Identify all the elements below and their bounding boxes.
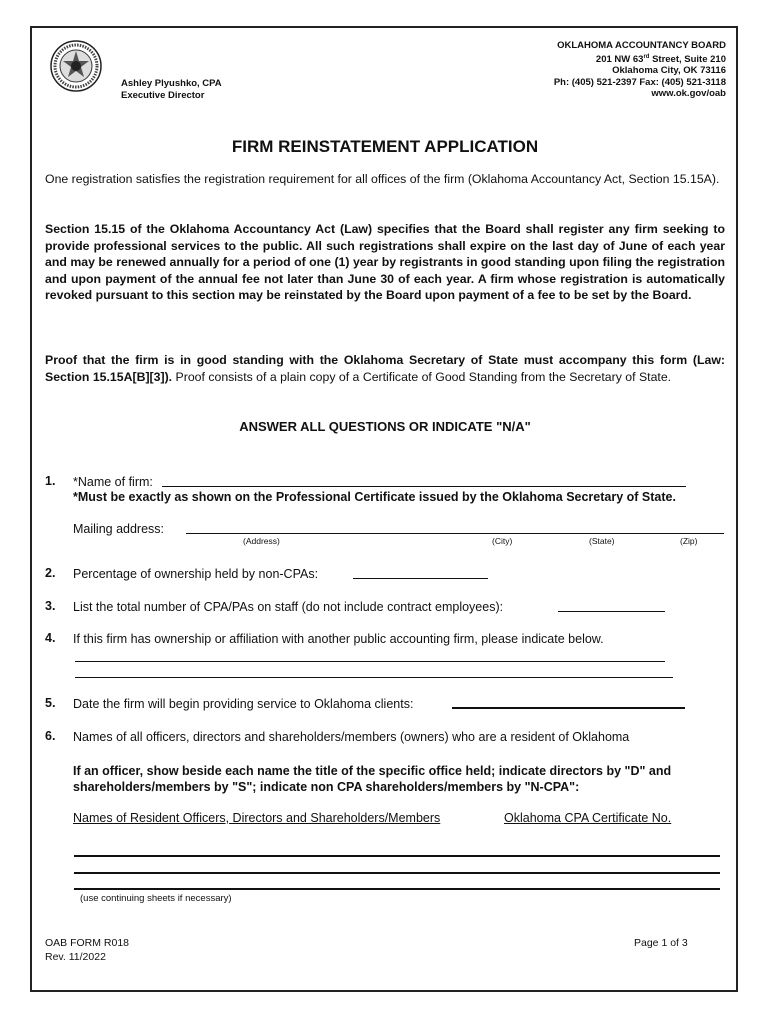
- q3-number: 3.: [45, 599, 56, 613]
- resident-entry-line-3[interactable]: [74, 888, 720, 890]
- board-phone-fax: Ph: (405) 521-2397 Fax: (405) 521-3118: [553, 76, 726, 88]
- q6-number: 6.: [45, 729, 56, 743]
- answer-heading: ANSWER ALL QUESTIONS OR INDICATE "N/A": [239, 419, 531, 434]
- q1-number: 1.: [45, 474, 56, 488]
- page-number: Page 1 of 3: [634, 937, 688, 949]
- board-city: Oklahoma City, OK 73116: [612, 65, 726, 77]
- q4-number: 4.: [45, 631, 56, 645]
- director-name: Ashley Plyushko, CPA: [121, 78, 222, 89]
- board-name: OKLAHOMA ACCOUNTANCY BOARD: [557, 40, 726, 51]
- q6-label: Names of all officers, directors and shareholders/members (owners) who are a resident of Oklahoma: [73, 730, 630, 744]
- q5-label: Date the firm will begin providing service to Oklahoma clients:: [73, 697, 414, 711]
- affiliation-field-line-1[interactable]: [75, 661, 665, 662]
- form-revision: Rev. 11/2022: [45, 951, 106, 963]
- zip-caption: (Zip): [680, 536, 698, 546]
- column-names-header: Names of Resident Officers, Directors and Shareholders/Members: [73, 811, 441, 825]
- start-date-field[interactable]: [452, 707, 685, 709]
- cpa-count-field[interactable]: [558, 611, 665, 612]
- page-title: FIRM REINSTATEMENT APPLICATION: [231, 137, 539, 156]
- mailing-address-field[interactable]: [186, 533, 724, 534]
- city-caption: (City): [492, 536, 513, 546]
- form-id: OAB FORM R018: [45, 937, 130, 949]
- law-paragraph: Section 15.15 of the Oklahoma Accountancy Act (Law) specifies that the Board shall register any firm seeking to provide professional services to the public. All such registrations shall expire on the last day of June of each year and may be renewed annually for a period of one (1) year by registrants in good standing upon filing the registration and upon payment of the annual fee not later than June 30 of each year. A firm whose registration is automatically revoked pursuant to this section may be reinstated by the Board upon payment of a fee to be set by the Board.: [45, 222, 725, 302]
- director-block: [121, 78, 222, 102]
- q4-label: If this firm has ownership or affiliation with another public accounting firm, please indicate below.: [73, 632, 604, 646]
- state-seal-icon: [50, 40, 102, 92]
- continuing-sheets-note: (use continuing sheets if necessary): [80, 893, 232, 904]
- q6-instructions: If an officer, show beside each name the title of the specific office held; indicate directors by "D" and shareholders/members by "S"; indicate non CPA shareholders/members by "N-CPA":: [73, 764, 672, 794]
- resident-entry-line-2[interactable]: [74, 872, 720, 874]
- q1-label: *Name of firm:: [73, 475, 153, 489]
- address-caption: (Address): [243, 536, 280, 546]
- board-street: 201 NW 63rd Street, Suite 210: [595, 53, 726, 65]
- intro-paragraph: One registration satisfies the registration requirement for all offices of the firm (Oklahoma Accountancy Act, Section 15.15A).: [45, 172, 720, 186]
- column-cert-header: Oklahoma CPA Certificate No.: [504, 811, 672, 825]
- non-cpa-percentage-field[interactable]: [353, 578, 488, 579]
- firm-name-field[interactable]: [162, 486, 686, 487]
- board-address-block: [554, 40, 726, 100]
- board-website: www.ok.gov/oab: [651, 88, 726, 100]
- q3-label: List the total number of CPA/PAs on staff (do not include contract employees):: [73, 600, 504, 614]
- mailing-label: Mailing address:: [73, 522, 165, 536]
- proof-paragraph: Proof that the firm is in good standing with the Oklahoma Secretary of State must accompany this form (Law: Section 15.15A[B][3]). Proof consists of a plain copy of a Certificate of Good Standing from the Secretary of State.: [45, 353, 725, 384]
- q5-number: 5.: [45, 696, 56, 710]
- q1-note: *Must be exactly as shown on the Professional Certificate issued by the Oklahoma Secretary of State.: [73, 490, 676, 504]
- form-id-block: [45, 936, 129, 964]
- state-caption: (State): [589, 536, 615, 546]
- q2-number: 2.: [45, 566, 56, 580]
- resident-entry-line-1[interactable]: [74, 855, 720, 857]
- q2-label: Percentage of ownership held by non-CPAs:: [73, 567, 319, 581]
- affiliation-field-line-2[interactable]: [75, 677, 673, 678]
- director-title: Executive Director: [121, 90, 205, 101]
